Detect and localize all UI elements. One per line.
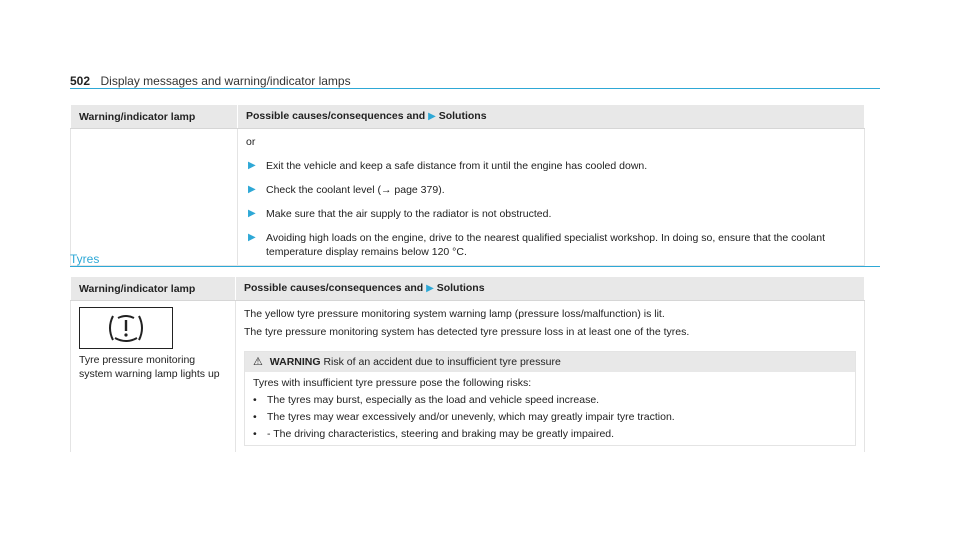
bullet: • [253,411,257,423]
list-item [246,183,856,197]
tyre-pressure-icon [79,307,173,349]
page-ref-arrow: → [380,184,392,196]
solutions-cell [238,129,865,266]
step-text: Make sure that the air supply to the radiator is not obstructed. [266,208,552,220]
play-arrow-icon: ▶ [426,283,434,294]
col-header-lamp: Warning/indicator lamp [71,277,236,301]
play-arrow-icon: ▶ [248,160,256,171]
section-title: Tyres [70,252,100,266]
step-text: Exit the vehicle and keep a safe distance from it until the engine has cooled down. [266,160,648,172]
warning-intro: Tyres with insufficient tyre pressure pose the following risks: [253,377,532,389]
coolant-table [70,104,865,266]
tyres-table [70,276,865,452]
warning-triangle-icon: ⚠ [253,356,263,368]
warning-header [245,352,855,372]
lamp-cell-empty [71,129,238,266]
bullet-text: The tyres may wear excessively and/or unevenly, which may greatly impair tyre traction. [267,411,675,423]
paragraph: The tyre pressure monitoring system has detected tyre pressure loss in at least one of the tyres. [244,326,690,338]
col-header-solutions-label: Solutions [438,110,487,122]
step-text: Avoiding high loads on the engine, drive to the nearest qualified specialist workshop. In doing so, ensure that the coolant temperature display remains below 120 °C. [266,232,826,258]
table-row [71,129,865,266]
play-arrow-icon: ▶ [248,232,256,243]
list-item [246,159,856,173]
play-arrow-icon: ▶ [248,208,256,219]
play-arrow-icon: ▶ [428,111,436,122]
table-header-row [71,105,865,129]
list-item [253,393,847,407]
list-item [246,207,856,221]
bullet-text: The tyres may burst, especially as the load and vehicle speed increase. [267,394,600,406]
bullet: • [253,394,257,406]
or-text: or [246,136,256,148]
paragraph: The yellow tyre pressure monitoring system warning lamp (pressure loss/malfunction) is lit. [244,308,665,320]
bullet-text: - The driving characteristics, steering and braking may be greatly impaired. [267,428,615,440]
col-header-causes [238,105,865,129]
solutions-cell [236,301,865,453]
col-header-causes-label: Possible causes/consequences and [244,282,424,294]
page-reference-link[interactable]: page 379). [394,184,445,196]
col-header-solutions-label: Solutions [436,282,485,294]
bullet: • [253,428,257,440]
play-arrow-icon: ▶ [248,184,256,195]
warning-body [245,372,855,445]
list-item [253,410,847,424]
lamp-cell [71,301,236,453]
page-header-title: Display messages and warning/indicator lamps [100,74,351,88]
step-text-part: Check the coolant level ( [266,184,381,196]
table-header-row [71,277,865,301]
page-number: 502 [70,74,91,88]
col-header-lamp: Warning/indicator lamp [71,105,238,129]
list-item [246,231,856,259]
warning-label: WARNING [269,356,321,368]
warning-box [244,351,856,446]
list-item [253,427,847,441]
table-row [71,301,865,453]
section-divider [70,266,880,267]
page-header [70,72,880,88]
col-header-causes-label: Possible causes/consequences and [246,110,426,122]
col-header-causes [236,277,865,301]
lamp-label: Tyre pressure monitoring system warning lamp lights up [79,354,220,380]
step-text [266,183,445,197]
header-divider [70,88,880,89]
warning-title: Risk of an accident due to insufficient tyre pressure [323,356,561,368]
